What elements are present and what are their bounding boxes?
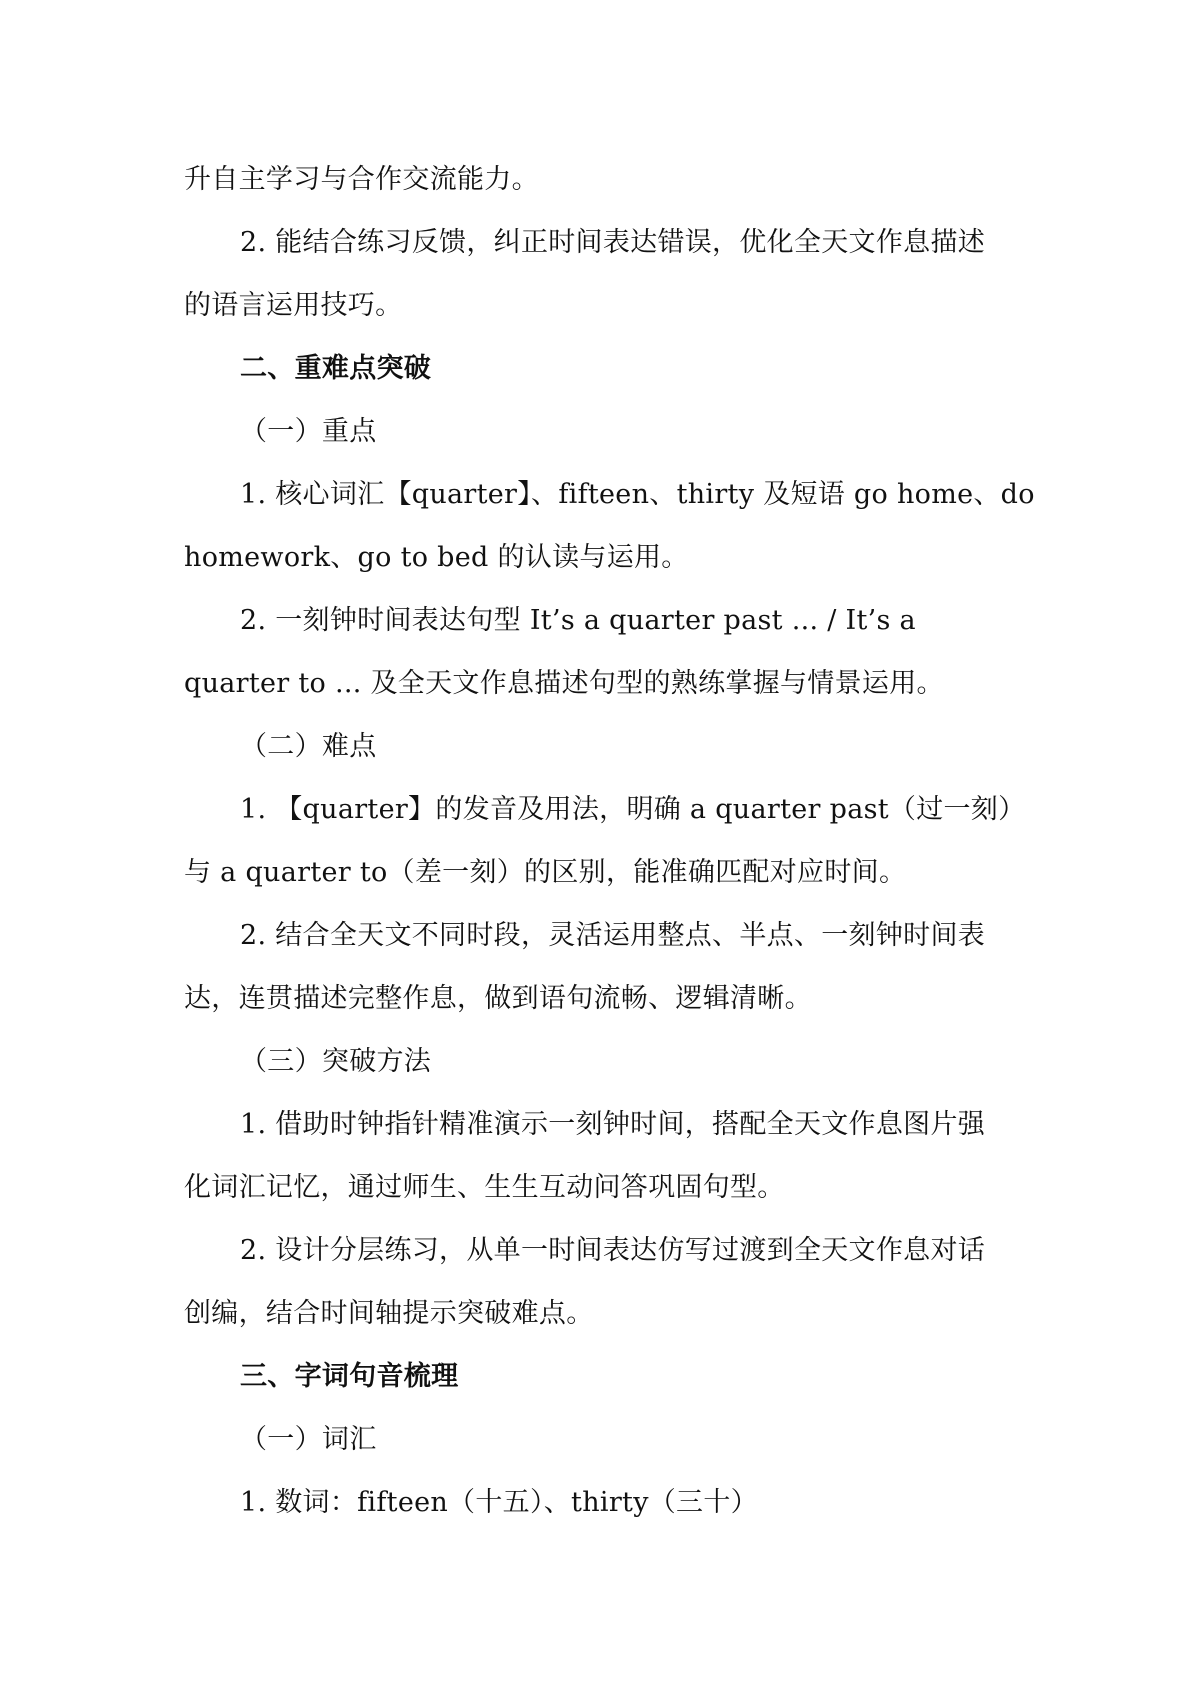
- paragraph-continuation: 升自主学习与合作交流能力。: [184, 164, 539, 195]
- document-page: [184, 148, 1035, 1534]
- key-point-2-line-2: quarter to ... 及全天文作息描述句型的熟练掌握与情景运用。: [184, 668, 944, 699]
- section-heading-key-difficult-points: 二、重难点突破: [240, 353, 432, 384]
- key-point-1-line-2: homework、go to bed 的认读与运用。: [184, 542, 689, 573]
- key-point-2-line-1: 2. 一刻钟时间表达句型 It’s a quarter past ... / It’s a: [240, 605, 916, 636]
- section-heading-vocabulary-review: 三、字词句音梳理: [240, 1361, 459, 1392]
- key-point-1-line-1: 1. 核心词汇【quarter】、fifteen、thirty 及短语 go home、do: [240, 479, 1035, 510]
- goal-item-2-line-1: 2. 能结合练习反馈，纠正时间表达错误，优化全天文作息描述: [240, 227, 986, 258]
- difficult-point-1-line-1: 1. 【quarter】的发音及用法，明确 a quarter past（过一刻）: [240, 794, 1026, 825]
- method-2-line-1: 2. 设计分层练习，从单一时间表达仿写过渡到全天文作息对话: [240, 1235, 986, 1266]
- subheading-vocabulary: （一）词汇: [240, 1424, 377, 1455]
- method-2-line-2: 创编，结合时间轴提示突破难点。: [184, 1298, 594, 1329]
- subheading-key-points: （一）重点: [240, 416, 377, 447]
- method-1-line-1: 1. 借助时钟指针精准演示一刻钟时间，搭配全天文作息图片强: [240, 1109, 986, 1140]
- subheading-difficult-points: （二）难点: [240, 731, 377, 762]
- vocabulary-item-1: 1. 数词：fifteen（十五）、thirty（三十）: [240, 1487, 758, 1518]
- subheading-methods: （三）突破方法: [240, 1046, 432, 1077]
- goal-item-2-line-2: 的语言运用技巧。: [184, 290, 403, 321]
- difficult-point-2-line-2: 达，连贯描述完整作息，做到语句流畅、逻辑清晰。: [184, 983, 812, 1014]
- difficult-point-1-line-2: 与 a quarter to（差一刻）的区别，能准确匹配对应时间。: [184, 857, 907, 888]
- difficult-point-2-line-1: 2. 结合全天文不同时段，灵活运用整点、半点、一刻钟时间表: [240, 920, 986, 951]
- method-1-line-2: 化词汇记忆，通过师生、生生互动问答巩固句型。: [184, 1172, 785, 1203]
